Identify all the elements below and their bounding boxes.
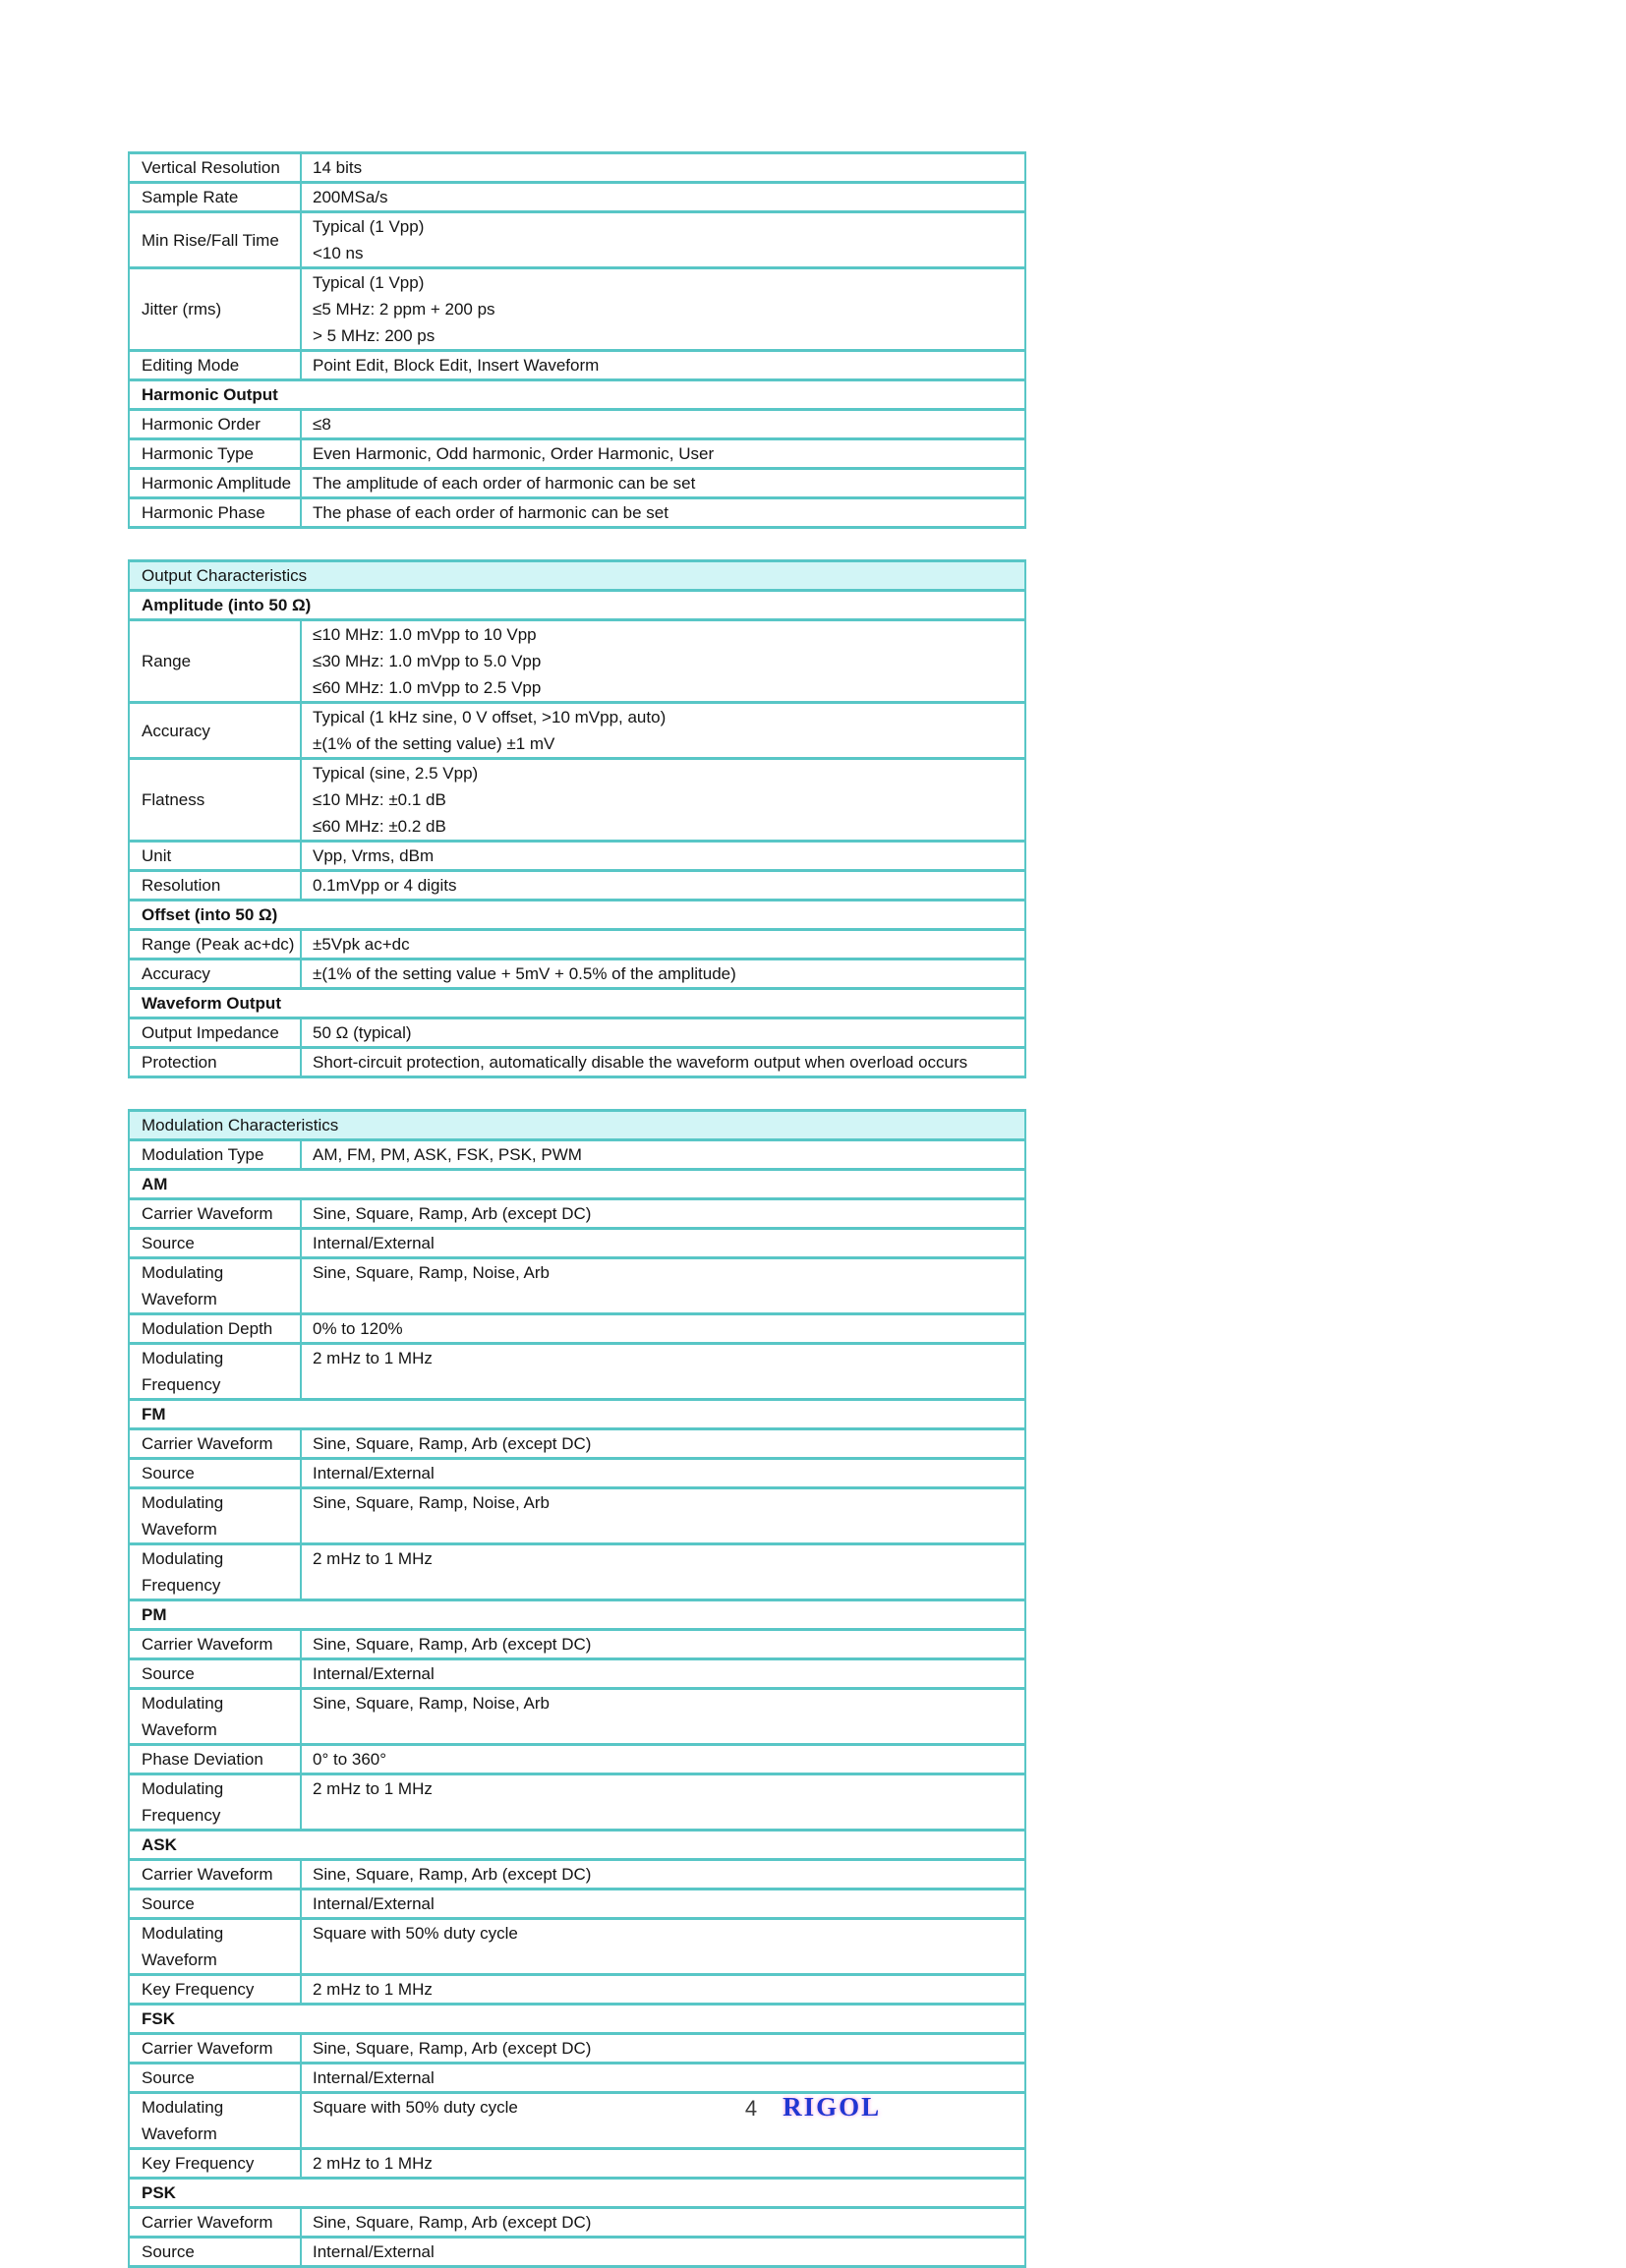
spec-row (129, 1745, 1025, 1774)
spec-row (129, 1048, 1025, 1077)
spec-label: Output Impedance (129, 1018, 301, 1048)
section-label: ASK (129, 1831, 1025, 1860)
spec-value (301, 1689, 1025, 1745)
spec-row (129, 439, 1025, 469)
spec-row (129, 1459, 1025, 1488)
section-row (129, 591, 1025, 620)
spec-row (129, 930, 1025, 960)
spec-value (301, 2149, 1025, 2179)
spec-label: Carrier Waveform (129, 2208, 301, 2238)
spec-value-line: Even Harmonic, Odd harmonic, Order Harmonic, User (313, 444, 715, 463)
spec-row (129, 2034, 1025, 2064)
spec-value-line: Internal/External (313, 2242, 435, 2261)
spec-label: Source (129, 1229, 301, 1258)
spec-label: Phase Deviation (129, 1745, 301, 1774)
spec-value-line: 2 mHz to 1 MHz (313, 1980, 433, 1999)
section-row (129, 901, 1025, 930)
spec-label: Carrier Waveform (129, 2034, 301, 2064)
table-host-arbitrary-waveform (128, 151, 1026, 529)
spec-value-line: Sine, Square, Ramp, Arb (except DC) (313, 1204, 592, 1223)
spec-value-line: ±5Vpk ac+dc (313, 935, 410, 954)
spec-value-line: > 5 MHz: 200 ps (313, 326, 436, 345)
spec-label: Min Rise/Fall Time (129, 212, 301, 268)
spec-row (129, 1630, 1025, 1659)
spec-value-line: Sine, Square, Ramp, Arb (except DC) (313, 2039, 592, 2058)
spec-value (301, 1258, 1025, 1314)
spec-value-line: ≤30 MHz: 1.0 mVpp to 5.0 Vpp (313, 652, 542, 670)
section-row (129, 2179, 1025, 2208)
spec-value (301, 1659, 1025, 1689)
spec-label: Harmonic Order (129, 410, 301, 439)
spec-value (301, 930, 1025, 960)
section-label: Amplitude (into 50 Ω) (129, 591, 1025, 620)
spec-label: Harmonic Type (129, 439, 301, 469)
spec-row (129, 1890, 1025, 1919)
section-label: FSK (129, 2005, 1025, 2034)
spec-tables-area (128, 151, 1026, 2268)
spec-value (301, 703, 1025, 759)
spec-value (301, 1459, 1025, 1488)
spec-label: Accuracy (129, 960, 301, 989)
spec-row (129, 1258, 1025, 1314)
spec-label: Jitter (rms) (129, 268, 301, 351)
spec-value-line: ±(1% of the setting value + 5mV + 0.5% of the amplitude) (313, 964, 736, 983)
spec-label: Modulating Frequency (129, 1774, 301, 1831)
spec-value-line: Sine, Square, Ramp, Arb (except DC) (313, 1434, 592, 1453)
spec-value (301, 1975, 1025, 2005)
spec-value (301, 1199, 1025, 1229)
spec-label: Carrier Waveform (129, 1199, 301, 1229)
spec-value (301, 1774, 1025, 1831)
spec-row (129, 1229, 1025, 1258)
spec-label: Accuracy (129, 703, 301, 759)
spec-value-line: ≤10 MHz: ±0.1 dB (313, 790, 446, 809)
section-label: Harmonic Output (129, 380, 1025, 410)
spec-value-line: 50 Ω (typical) (313, 1023, 412, 1042)
spec-value-line: 0.1mVpp or 4 digits (313, 876, 457, 895)
spec-row (129, 1488, 1025, 1544)
spec-value (301, 1344, 1025, 1400)
spec-row (129, 212, 1025, 268)
table-title: Modulation Characteristics (129, 1111, 1025, 1140)
spec-row (129, 410, 1025, 439)
spec-label: Source (129, 1459, 301, 1488)
spec-label: Modulation Depth (129, 1314, 301, 1344)
spec-row (129, 1774, 1025, 1831)
page-footer (0, 2092, 1626, 2123)
spec-row (129, 2064, 1025, 2093)
spec-row (129, 1689, 1025, 1745)
section-label: PM (129, 1600, 1025, 1630)
section-row (129, 989, 1025, 1018)
spec-value-line: Typical (1 Vpp) (313, 273, 425, 292)
spec-value-line: The phase of each order of harmonic can be set (313, 503, 668, 522)
section-row (129, 1400, 1025, 1429)
spec-row (129, 871, 1025, 901)
spec-value (301, 842, 1025, 871)
spec-label: Modulating Frequency (129, 1344, 301, 1400)
spec-value-line: Typical (1 Vpp) (313, 217, 425, 236)
spec-value (301, 1860, 1025, 1890)
spec-label: Modulating Waveform (129, 1488, 301, 1544)
spec-label: Range (Peak ac+dc) (129, 930, 301, 960)
spec-value (301, 183, 1025, 212)
spec-value-line: Sine, Square, Ramp, Arb (except DC) (313, 2213, 592, 2232)
spec-value-line: Internal/External (313, 1664, 435, 1683)
spec-value-line: Sine, Square, Ramp, Noise, Arb (313, 1493, 550, 1512)
spec-value-line: Internal/External (313, 1894, 435, 1913)
spec-label: Harmonic Phase (129, 498, 301, 528)
spec-value-line: AM, FM, PM, ASK, FSK, PSK, PWM (313, 1145, 582, 1164)
spec-label: Unit (129, 842, 301, 871)
spec-value-line: Typical (1 kHz sine, 0 V offset, >10 mVpp, auto) (313, 708, 667, 727)
spec-label: Modulating Waveform (129, 1919, 301, 1975)
spec-row (129, 1975, 1025, 2005)
spec-value-line: 2 mHz to 1 MHz (313, 1349, 433, 1367)
spec-row (129, 1659, 1025, 1689)
spec-row (129, 469, 1025, 498)
spec-value-line: 200MSa/s (313, 188, 388, 206)
section-row (129, 1170, 1025, 1199)
spec-label: Vertical Resolution (129, 153, 301, 183)
spec-value-line: Square with 50% duty cycle (313, 2098, 518, 2117)
spec-row (129, 351, 1025, 380)
spec-value-line: 2 mHz to 1 MHz (313, 1779, 433, 1798)
rigol-logo: RIGOL (783, 2092, 882, 2122)
spec-value-line: Typical (sine, 2.5 Vpp) (313, 764, 479, 783)
section-row (129, 1831, 1025, 1860)
spec-row (129, 620, 1025, 703)
spec-value-line: ≤60 MHz: 1.0 mVpp to 2.5 Vpp (313, 678, 542, 697)
spec-label: Modulating Waveform (129, 1258, 301, 1314)
table-gap (128, 1078, 1026, 1109)
spec-value (301, 469, 1025, 498)
spec-row (129, 1018, 1025, 1048)
table-title-row (129, 561, 1025, 591)
spec-label: Flatness (129, 759, 301, 842)
spec-value (301, 410, 1025, 439)
spec-value (301, 1314, 1025, 1344)
spec-value (301, 2208, 1025, 2238)
spec-row (129, 1919, 1025, 1975)
spec-value-line: The amplitude of each order of harmonic can be set (313, 474, 696, 493)
spec-value-line: Sine, Square, Ramp, Arb (except DC) (313, 1635, 592, 1654)
spec-value-line: ≤5 MHz: 2 ppm + 200 ps (313, 300, 495, 319)
spec-value-line: Vpp, Vrms, dBm (313, 846, 435, 865)
spec-value (301, 1048, 1025, 1077)
spec-value-line: Sine, Square, Ramp, Noise, Arb (313, 1263, 550, 1282)
spec-row (129, 960, 1025, 989)
spec-value (301, 2064, 1025, 2093)
spec-label: Range (129, 620, 301, 703)
spec-row (129, 2238, 1025, 2267)
spec-value (301, 1429, 1025, 1459)
spec-value (301, 1229, 1025, 1258)
section-label: Offset (into 50 Ω) (129, 901, 1025, 930)
spec-label: Editing Mode (129, 351, 301, 380)
section-label: AM (129, 1170, 1025, 1199)
spec-value-line: ≤60 MHz: ±0.2 dB (313, 817, 446, 836)
spec-value-line: 2 mHz to 1 MHz (313, 2154, 433, 2173)
spec-value (301, 620, 1025, 703)
spec-value-line: ≤10 MHz: 1.0 mVpp to 10 Vpp (313, 625, 537, 644)
spec-value-line: 0% to 120% (313, 1319, 403, 1338)
output-characteristics-table (128, 559, 1026, 1078)
spec-value (301, 1018, 1025, 1048)
spec-value (301, 1630, 1025, 1659)
spec-value-line: 14 bits (313, 158, 363, 177)
table-gap (128, 529, 1026, 559)
table-host-output-characteristics (128, 559, 1026, 1078)
spec-value-line: ≤8 (313, 415, 331, 434)
spec-value (301, 1488, 1025, 1544)
spec-label: Modulation Type (129, 1140, 301, 1170)
spec-label: Harmonic Amplitude (129, 469, 301, 498)
spec-value-line: ±(1% of the setting value) ±1 mV (313, 734, 555, 753)
spec-value-line: <10 ns (313, 244, 364, 262)
spec-value (301, 1140, 1025, 1170)
section-row (129, 1600, 1025, 1630)
spec-label: Key Frequency (129, 1975, 301, 2005)
spec-label: Protection (129, 1048, 301, 1077)
table-title-row (129, 1111, 1025, 1140)
spec-row (129, 842, 1025, 871)
spec-row (129, 759, 1025, 842)
spec-value (301, 212, 1025, 268)
spec-value (301, 153, 1025, 183)
section-label: Waveform Output (129, 989, 1025, 1018)
spec-row (129, 703, 1025, 759)
spec-value (301, 1745, 1025, 1774)
spec-value-line: Internal/External (313, 1464, 435, 1483)
spec-label: Resolution (129, 871, 301, 901)
spec-row (129, 1544, 1025, 1600)
spec-label: Modulating Waveform (129, 2093, 301, 2149)
section-row (129, 2005, 1025, 2034)
spec-row (129, 2149, 1025, 2179)
page-number: 4 (744, 2096, 758, 2121)
spec-row (129, 1344, 1025, 1400)
spec-value (301, 1919, 1025, 1975)
spec-row (129, 153, 1025, 183)
spec-value (301, 268, 1025, 351)
spec-label: Sample Rate (129, 183, 301, 212)
spec-value (301, 498, 1025, 528)
spec-label: Carrier Waveform (129, 1630, 301, 1659)
spec-value (301, 1890, 1025, 1919)
spec-value-line: Point Edit, Block Edit, Insert Waveform (313, 356, 600, 375)
section-label: PSK (129, 2179, 1025, 2208)
spec-value-line: Sine, Square, Ramp, Arb (except DC) (313, 1865, 592, 1884)
spec-value (301, 2238, 1025, 2267)
spec-value (301, 351, 1025, 380)
spec-value (301, 1544, 1025, 1600)
spec-label: Key Frequency (129, 2149, 301, 2179)
arbitrary-waveform-specs-table (128, 151, 1026, 529)
spec-label: Source (129, 1890, 301, 1919)
table-title: Output Characteristics (129, 561, 1025, 591)
spec-row (129, 183, 1025, 212)
spec-row (129, 1860, 1025, 1890)
spec-row (129, 2208, 1025, 2238)
spec-value-line: Square with 50% duty cycle (313, 1924, 518, 1943)
spec-row (129, 268, 1025, 351)
spec-value-line: 0° to 360° (313, 1750, 387, 1769)
spec-value-line: 2 mHz to 1 MHz (313, 1549, 433, 1568)
spec-row (129, 498, 1025, 528)
spec-label: Source (129, 2064, 301, 2093)
spec-row (129, 1199, 1025, 1229)
spec-value (301, 439, 1025, 469)
spec-label: Carrier Waveform (129, 1429, 301, 1459)
spec-value-line: Internal/External (313, 2068, 435, 2087)
spec-value-line: Internal/External (313, 1234, 435, 1252)
spec-value-line: Sine, Square, Ramp, Noise, Arb (313, 1694, 550, 1713)
section-row (129, 380, 1025, 410)
spec-value (301, 871, 1025, 901)
spec-row (129, 1314, 1025, 1344)
spec-value (301, 759, 1025, 842)
spec-value (301, 2034, 1025, 2064)
section-label: FM (129, 1400, 1025, 1429)
spec-label: Carrier Waveform (129, 1860, 301, 1890)
spec-row (129, 1140, 1025, 1170)
spec-label: Modulating Waveform (129, 1689, 301, 1745)
spec-label: Source (129, 2238, 301, 2267)
spec-row (129, 1429, 1025, 1459)
spec-label: Source (129, 1659, 301, 1689)
spec-value-line: Short-circuit protection, automatically disable the waveform output when overload occurs (313, 1053, 968, 1072)
spec-value (301, 960, 1025, 989)
spec-label: Modulating Frequency (129, 1544, 301, 1600)
